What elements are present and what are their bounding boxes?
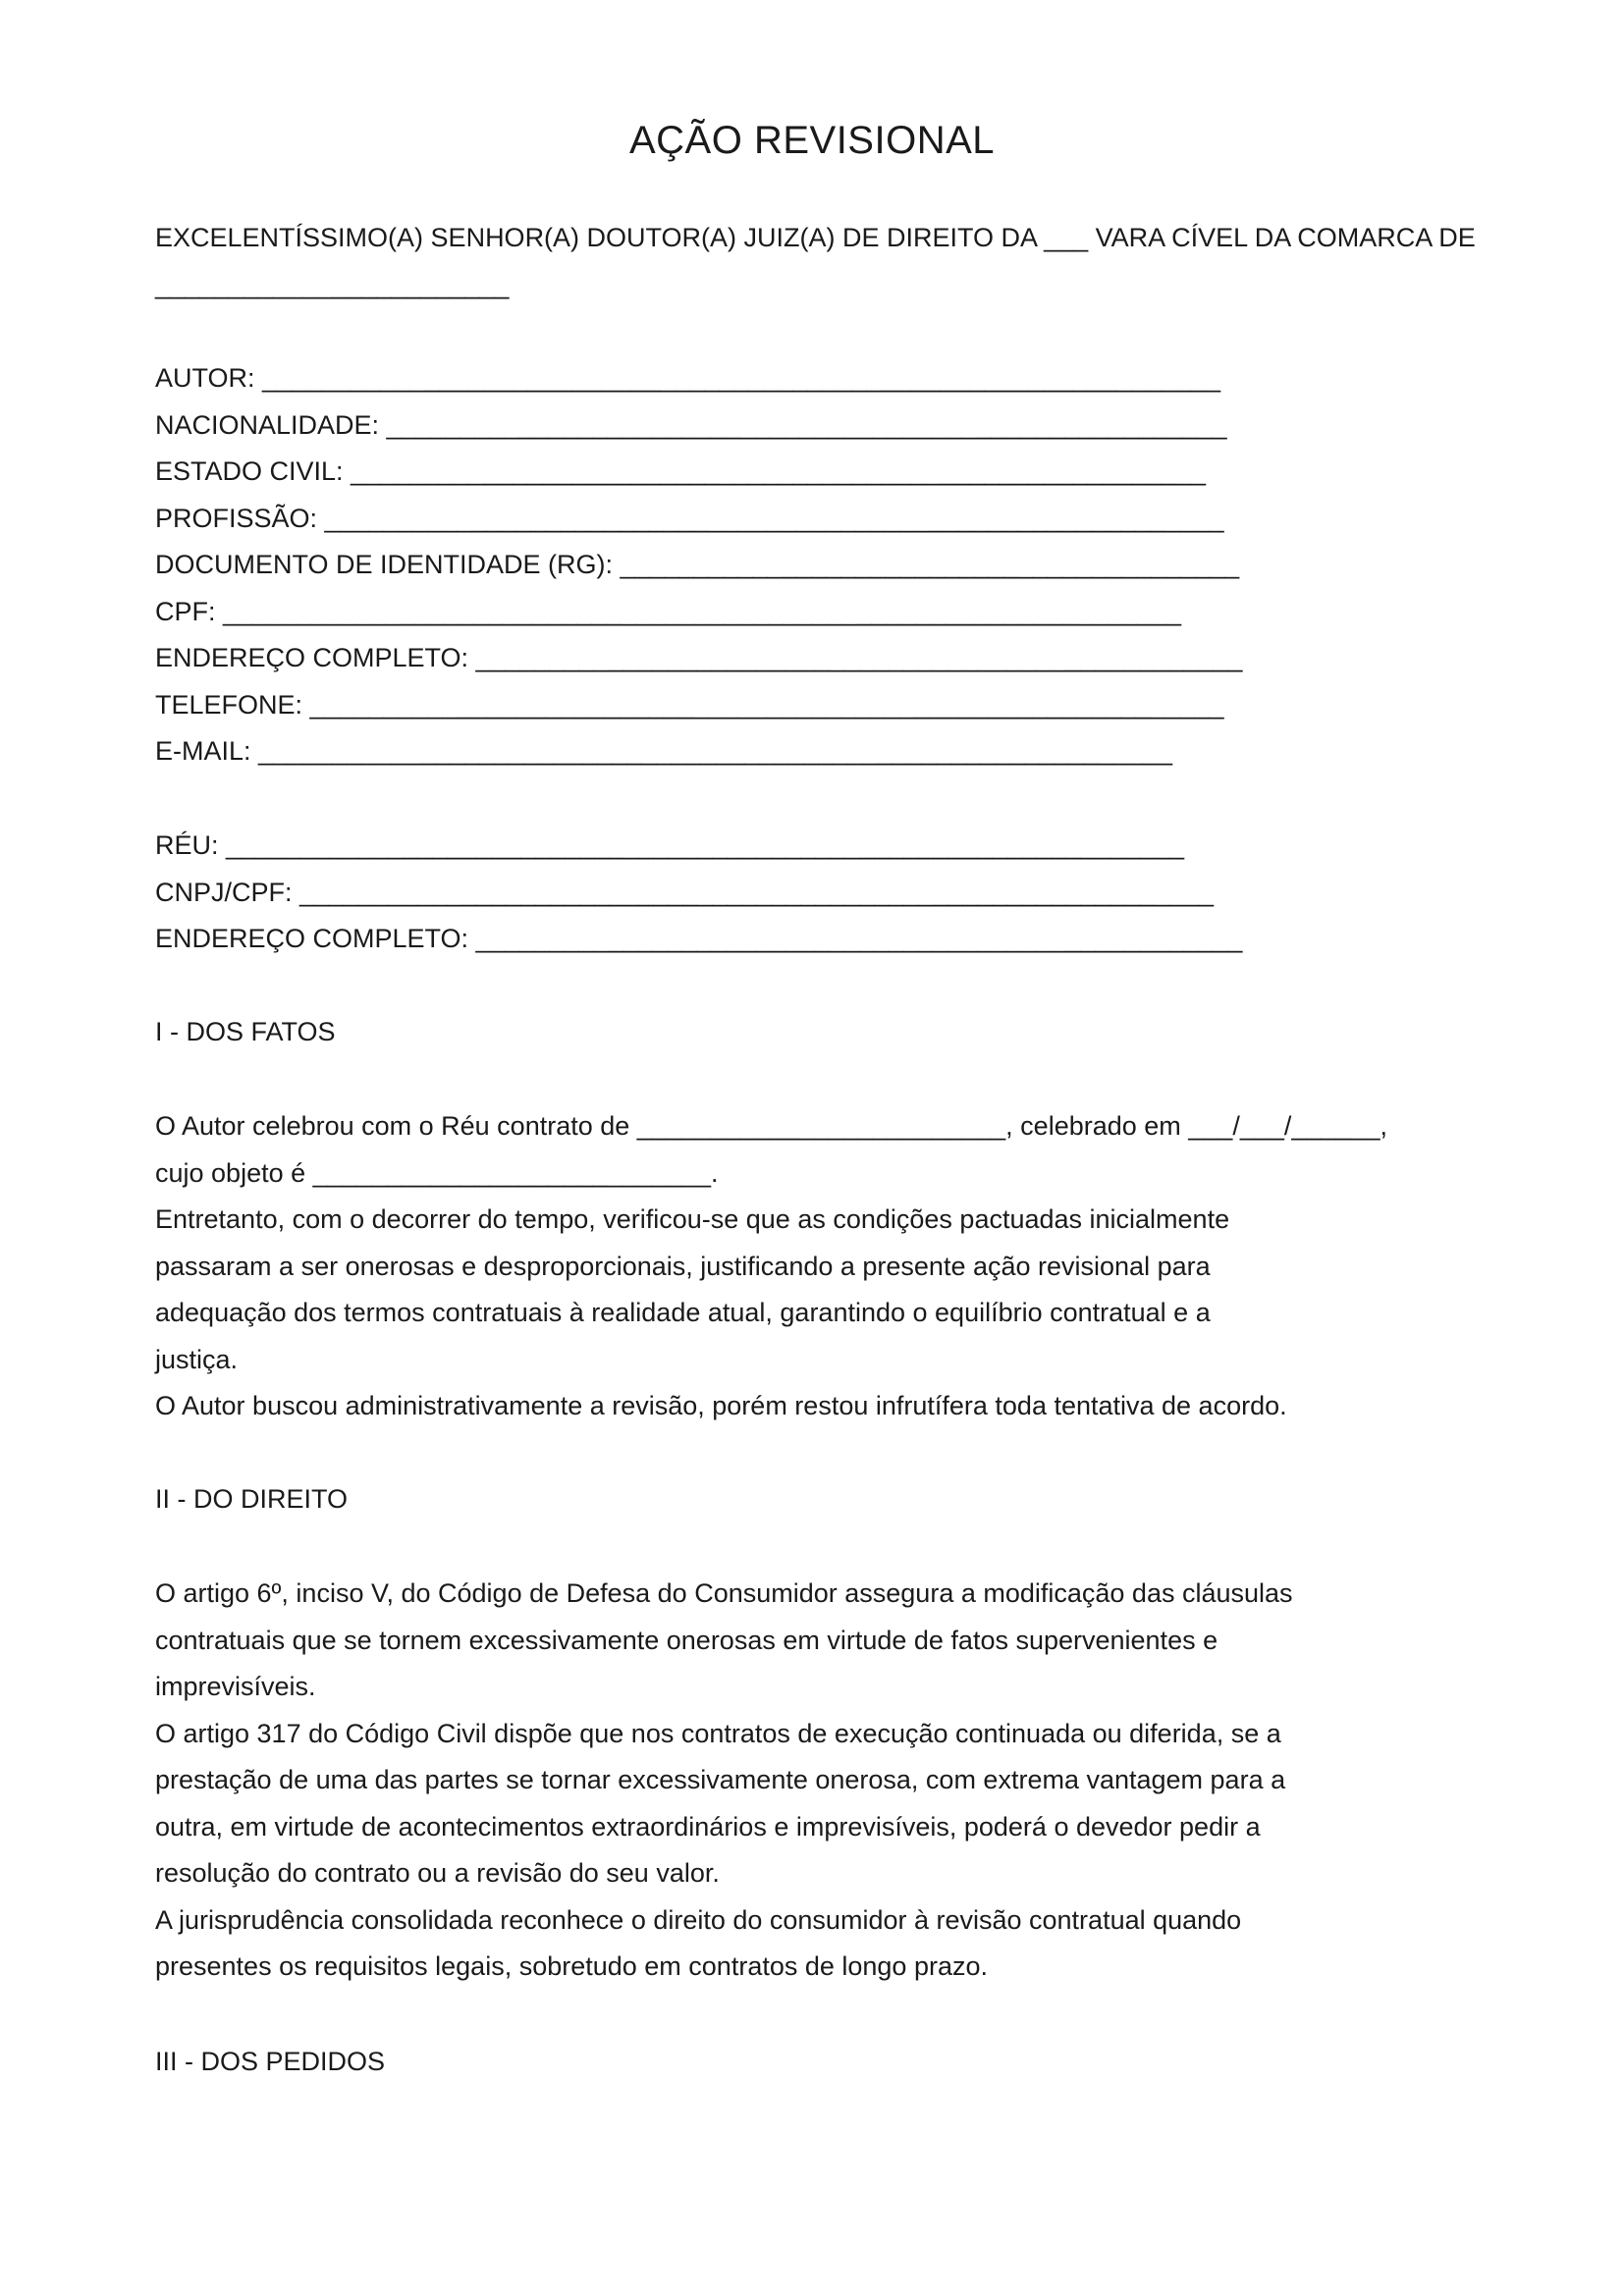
paragraph-line: adequação dos termos contratuais à realidade atual, garantindo o equilíbrio contratual e a xyxy=(155,1298,1211,1327)
defendant-fields xyxy=(155,823,1530,963)
paragraph-line: O artigo 317 do Código Civil dispõe que nos contratos de execução continuada ou diferida, se a xyxy=(155,1718,1281,1748)
field-telefone: TELEFONE: ______________________________________________________________ xyxy=(155,689,1224,720)
field-reu-endereco: ENDEREÇO COMPLETO: ____________________________________________________ xyxy=(155,924,1243,953)
paragraph-line: justiça. xyxy=(155,1344,239,1374)
paragraph-line: contratuais que se tornem excessivamente onerosas em virtude de fatos supervenientes e xyxy=(155,1625,1218,1655)
section-facts-body xyxy=(155,1103,1530,1430)
paragraph-line: O artigo 6º, inciso V, do Código de Defesa do Consumidor assegura a modificação das cláusulas xyxy=(155,1578,1293,1608)
section-law-body xyxy=(155,1571,1530,1991)
paragraph-line: passaram a ser onerosas e desproporcionais, justificando a presente ação revisional para xyxy=(155,1251,1211,1281)
paragraph-line: presentes os requisitos legais, sobretudo em contratos de longo prazo. xyxy=(155,1951,988,1981)
addressee-line: EXCELENTÍSSIMO(A) SENHOR(A) DOUTOR(A) JUIZ(A) DE DIREITO DA ___ VARA CÍVEL DA COMARCA DE xyxy=(155,223,1476,252)
page-title: AÇÃO REVISIONAL xyxy=(628,119,996,162)
field-rg: DOCUMENTO DE IDENTIDADE (RG): __________________________________________ xyxy=(155,550,1240,579)
field-cnpj-cpf: CNPJ/CPF: ______________________________________________________________ xyxy=(155,877,1215,907)
paragraph-line: imprevisíveis. xyxy=(155,1672,316,1701)
paragraph-line: O Autor celebrou com o Réu contrato de _________________________, celebrado em ___/___/______, xyxy=(155,1111,1387,1141)
paragraph-line: resolução do contrato ou a revisão do seu valor. xyxy=(155,1858,720,1888)
paragraph-line: A jurisprudência consolidada reconhece o direito do consumidor à revisão contratual quando xyxy=(155,1904,1242,1935)
field-profissao: PROFISSÃO: _____________________________________________________________ xyxy=(155,503,1224,533)
section-heading-law: II - DO DIREITO xyxy=(155,1484,349,1514)
addressee xyxy=(155,215,1530,308)
paragraph-line: prestação de uma das partes se tornar excessivamente onerosa, com extrema vantagem para a xyxy=(155,1765,1286,1794)
paragraph-line: Entretanto, com o decorrer do tempo, verificou-se que as condições pactuadas inicialmente xyxy=(155,1204,1230,1234)
section-heading-requests: III - DOS PEDIDOS xyxy=(155,2047,386,2076)
author-fields xyxy=(155,355,1530,775)
field-estado-civil: ESTADO CIVIL: __________________________________________________________ xyxy=(155,456,1206,486)
section-heading-facts: I - DOS FATOS xyxy=(155,1017,336,1046)
paragraph-line: outra, em virtude de acontecimentos extraordinários e imprevisíveis, poderá o devedor pedir a xyxy=(155,1811,1261,1842)
field-nacionalidade: NACIONALIDADE: _________________________________________________________ xyxy=(155,409,1227,440)
field-reu: RÉU: _________________________________________________________________ xyxy=(155,830,1185,860)
field-cpf: CPF: _________________________________________________________________ xyxy=(155,596,1182,626)
addressee-line: ________________________ xyxy=(155,269,510,299)
field-endereco: ENDEREÇO COMPLETO: ____________________________________________________ xyxy=(155,643,1243,672)
field-email: E-MAIL: ______________________________________________________________ xyxy=(155,736,1173,766)
field-autor: AUTOR: _________________________________________________________________ xyxy=(155,363,1221,393)
paragraph-line: O Autor buscou administrativamente a revisão, porém restou infrutífera toda tentativa de acordo. xyxy=(155,1391,1287,1420)
paragraph-line: cujo objeto é ___________________________. xyxy=(155,1157,719,1188)
